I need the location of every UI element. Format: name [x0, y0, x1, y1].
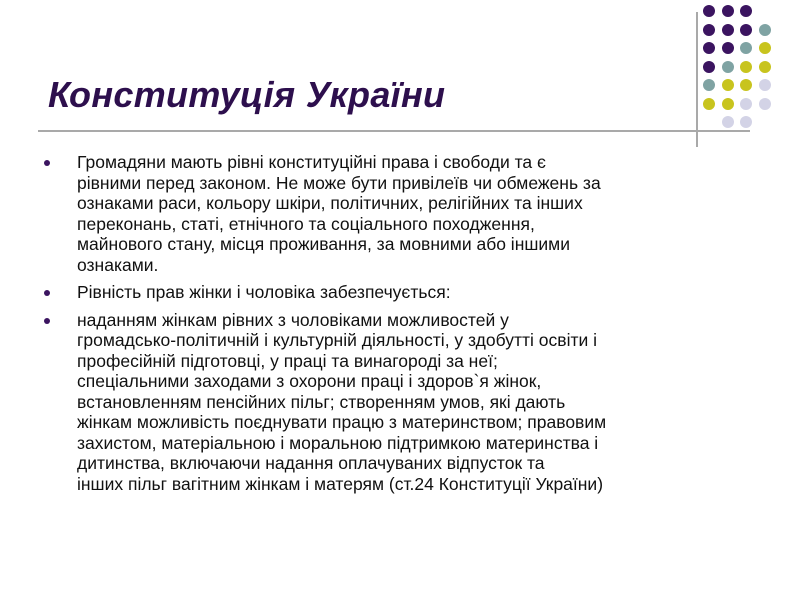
bullet-text: наданням жінкам рівних з чоловіками можливостей у громадсько-політичній і культурній діяльності, у здобутті освіти і професійній підготовці, у праці та винагороді за неї; спеціальними заходами з охорони праці і здоров`я жінок, встановленням пенсійних пільг; створенням умов, які дають жінкам можливість поєднувати працю з материнством; правовим захистом, матеріальною і моральною підтримкою материнства і дитинства, включаючи надання оплачуваних відпусток та інших пільг вагітним жінкам і матерям (ст.24 Конституції України) [77, 309, 607, 494]
decorative-dot [722, 24, 734, 36]
decorative-dot [703, 98, 715, 110]
horizontal-rule [38, 130, 750, 132]
vertical-rule [696, 12, 698, 147]
decorative-dot [740, 24, 752, 36]
decorative-dot [759, 24, 771, 36]
bullet-list [44, 152, 764, 501]
bullet-dot-icon [44, 318, 50, 324]
bullet-dot-icon [44, 160, 50, 166]
decorative-dot [740, 116, 752, 128]
decorative-dot [703, 5, 715, 17]
bullet-dot-icon [44, 290, 50, 296]
decorative-dot [722, 42, 734, 54]
bullet-item-equality [44, 152, 764, 275]
decorative-dot [759, 98, 771, 110]
decorative-dot [722, 116, 734, 128]
decorative-dot [759, 79, 771, 91]
decorative-dot [703, 61, 715, 73]
decorative-dot [740, 79, 752, 91]
decorative-dot [722, 5, 734, 17]
decorative-dot [740, 98, 752, 110]
decorative-dot-grid [703, 5, 793, 135]
decorative-dot [722, 61, 734, 73]
slide-title: Конституція України [48, 74, 446, 115]
decorative-dot [759, 61, 771, 73]
decorative-dot [740, 42, 752, 54]
decorative-dot [759, 42, 771, 54]
decorative-dot [740, 61, 752, 73]
decorative-dot [722, 98, 734, 110]
decorative-dot [703, 79, 715, 91]
decorative-dot [740, 5, 752, 17]
bullet-text: Рівність прав жінки і чоловіка забезпечується: [77, 282, 451, 302]
bullet-item-gender-equality [44, 282, 764, 303]
decorative-dot [703, 24, 715, 36]
bullet-text: Громадяни мають рівні конституційні права і свободи та є рівними перед законом. Не може бути привілеїв чи обмежень за ознаками раси, кольору шкіри, політичних, релігійних та інших переконань, статі, етнічного та соціального походження, майнового стану, місця проживання, за мовними або іншими ознаками. [77, 152, 601, 275]
bullet-item-measures [44, 310, 764, 495]
decorative-dot [722, 79, 734, 91]
decorative-dot [703, 42, 715, 54]
